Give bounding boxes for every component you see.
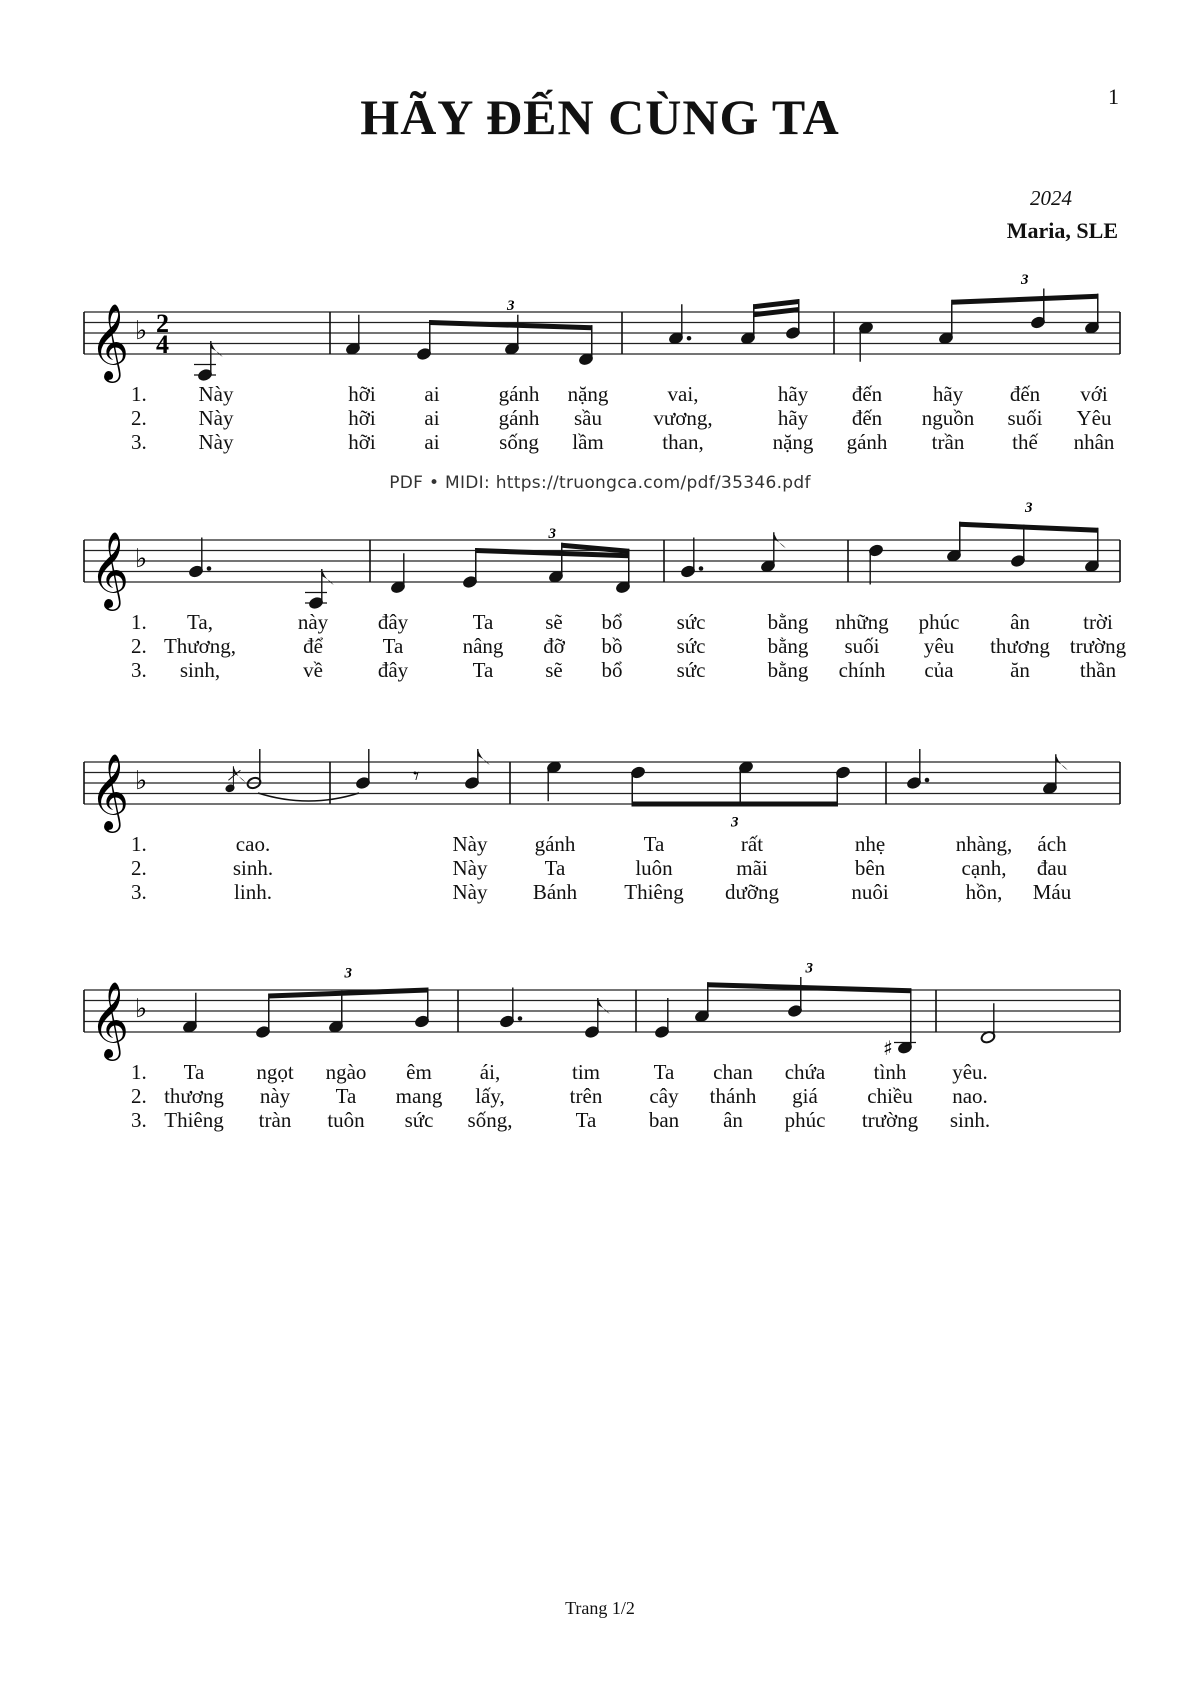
lyric-syllable: Thương, xyxy=(163,634,237,658)
lyric-syllable: tim xyxy=(571,1060,601,1084)
lyric-syllable: Ta xyxy=(472,658,494,682)
lyric-syllable: trên xyxy=(569,1084,603,1108)
lyric-syllable: Này xyxy=(198,430,234,454)
lyric-syllable: sống, xyxy=(467,1108,513,1132)
lyric-syllable: gánh xyxy=(534,832,576,856)
lyric-syllable: nâng xyxy=(462,634,504,658)
lyric-syllable: bổ xyxy=(601,610,623,634)
lyric-syllable: than, xyxy=(662,430,704,454)
page-footer: Trang 1/2 xyxy=(565,1598,635,1618)
lyric-syllable: để xyxy=(303,634,323,658)
tuplet-number: 3 xyxy=(805,960,814,977)
verse-number: 1. xyxy=(131,832,147,856)
lyric-syllable: đau xyxy=(1036,856,1068,880)
song-title: HÃY ĐẾN CÙNG TA xyxy=(360,89,840,145)
sharp-sign-icon: ♯ xyxy=(883,1035,893,1060)
lyric-syllable: tràn xyxy=(258,1108,292,1132)
staff-3 xyxy=(0,720,1200,880)
lyric-syllable: đỡ xyxy=(543,634,565,658)
lyric-syllable: nặng xyxy=(567,382,609,406)
lyric-syllable: nao. xyxy=(952,1084,988,1108)
lyric-syllable: đây xyxy=(377,658,409,682)
lyric-syllable: Này xyxy=(452,832,488,856)
lyric-syllable: hồn, xyxy=(965,880,1003,904)
lyric-syllable: yêu. xyxy=(952,1060,988,1084)
augmentation-dot xyxy=(699,566,704,571)
beam xyxy=(952,294,1098,305)
page-number: 1 xyxy=(1108,84,1119,109)
lyric-syllable: mang xyxy=(395,1084,443,1108)
lyric-syllable: chan xyxy=(713,1060,753,1084)
eighth-rest-icon: 𝄾 xyxy=(413,761,420,790)
lyric-syllable: bằng xyxy=(767,634,809,658)
augmentation-dot xyxy=(518,1016,523,1021)
lyric-syllable: Ta xyxy=(472,610,494,634)
lyric-syllable: bổ xyxy=(601,658,623,682)
beam xyxy=(960,522,1098,533)
lyric-syllable: tình xyxy=(873,1060,907,1084)
lyric-syllable: sức xyxy=(676,610,706,634)
lyric-syllable: ách xyxy=(1037,832,1067,856)
tuplet-number: 3 xyxy=(548,526,557,542)
beam xyxy=(632,802,837,807)
lyric-syllable: trường xyxy=(1069,634,1127,658)
flat-sign-icon: ♭ xyxy=(135,316,148,346)
lyric-syllable: vai, xyxy=(667,382,699,406)
lyric-syllable: chiều xyxy=(867,1084,913,1108)
beam xyxy=(430,320,592,330)
tuplet-number: 3 xyxy=(344,965,353,982)
lyric-syllable: gánh xyxy=(498,382,540,406)
lyric-syllable: sầu xyxy=(574,406,602,430)
lyric-syllable: sẽ xyxy=(545,658,563,682)
lyric-syllable: êm xyxy=(406,1060,432,1084)
lyric-syllable: ăn xyxy=(1010,658,1030,682)
lyric-syllable: nhân xyxy=(1073,430,1115,454)
lyric-syllable: Ta xyxy=(653,1060,675,1084)
flat-sign-icon: ♭ xyxy=(135,766,148,796)
lyric-syllable: của xyxy=(924,658,954,682)
lyric-syllable: trường xyxy=(861,1108,919,1132)
time-signature-bottom: 4 xyxy=(156,330,169,359)
lyric-syllable: trời xyxy=(1083,610,1113,634)
verse-number: 2. xyxy=(131,856,147,880)
lyric-syllable: yêu xyxy=(923,634,955,658)
time-signature-top: 2 xyxy=(156,309,169,338)
lyric-syllable: trần xyxy=(931,430,965,454)
lyric-syllable: rất xyxy=(740,832,764,856)
lyric-syllable: hỡi xyxy=(348,406,376,430)
lyric-syllable: đến xyxy=(851,406,883,430)
lyric-syllable: này xyxy=(259,1084,291,1108)
verse-number: 3. xyxy=(131,880,147,904)
lyric-syllable: giá xyxy=(792,1084,818,1108)
verse-number: 3. xyxy=(131,430,147,454)
lyric-syllable: sống xyxy=(499,430,539,454)
treble-clef-icon: 𝄞 xyxy=(90,531,130,608)
lyric-syllable: nặng xyxy=(772,430,814,454)
lyric-syllable: bên xyxy=(854,856,886,880)
beam xyxy=(754,299,799,309)
beam xyxy=(754,307,799,317)
lyric-syllable: lấy, xyxy=(475,1084,505,1108)
lyric-syllable: cao. xyxy=(235,832,271,856)
composition-year: 2024 xyxy=(1030,186,1072,210)
lyric-syllable: ban xyxy=(648,1108,680,1132)
verse-number: 3. xyxy=(131,658,147,682)
lyric-syllable: Ta xyxy=(335,1084,357,1108)
lyric-syllable: luôn xyxy=(635,856,673,880)
flat-sign-icon: ♭ xyxy=(135,544,148,574)
lyric-syllable: Ta xyxy=(643,832,665,856)
lyric-syllable: Ta xyxy=(575,1108,597,1132)
lyric-syllable: tuôn xyxy=(327,1108,365,1132)
lyric-syllable: gánh xyxy=(846,430,888,454)
lyric-syllable: hãy xyxy=(777,406,809,430)
lyric-syllable: suối xyxy=(1007,406,1043,430)
tuplet-number: 3 xyxy=(507,298,515,314)
lyric-syllable: nhàng, xyxy=(955,832,1013,856)
lyric-syllable: sinh, xyxy=(179,658,221,682)
treble-clef-icon: 𝄞 xyxy=(90,753,130,830)
lyric-syllable: với xyxy=(1080,382,1108,406)
verse-number: 2. xyxy=(131,1084,147,1108)
tie xyxy=(258,793,359,801)
lyric-syllable: thần xyxy=(1079,658,1117,682)
lyric-syllable: linh. xyxy=(234,880,272,904)
lyric-syllable: vương, xyxy=(653,406,713,430)
tuplet-number: 3 xyxy=(730,814,739,831)
lyric-syllable: sinh. xyxy=(232,856,274,880)
lyric-syllable: ai xyxy=(424,430,440,454)
lyric-syllable: phúc xyxy=(784,1108,826,1132)
lyric-syllable: phúc xyxy=(918,610,960,634)
lyric-syllable: hãy xyxy=(932,382,964,406)
lyric-syllable: đến xyxy=(1009,382,1041,406)
lyric-syllable: hỡi xyxy=(348,430,376,454)
lyric-syllable: cây xyxy=(649,1084,679,1108)
augmentation-dot xyxy=(207,566,212,571)
lyric-syllable: Ta, xyxy=(187,610,213,634)
verse-number: 1. xyxy=(131,382,147,406)
lyric-syllable: những xyxy=(835,610,889,634)
lyric-syllable: ân xyxy=(723,1108,743,1132)
lyric-syllable: nuôi xyxy=(851,880,889,904)
lyric-syllable: Thiêng xyxy=(624,880,684,904)
lyric-syllable: thương xyxy=(990,634,1050,658)
lyric-syllable: sẽ xyxy=(545,610,563,634)
lyric-syllable: ngào xyxy=(325,1060,367,1084)
lyric-syllable: Này xyxy=(452,880,488,904)
lyric-syllable: hỡi xyxy=(348,382,376,406)
lyric-syllable: ân xyxy=(1010,610,1030,634)
lyric-syllable: Ta xyxy=(544,856,566,880)
treble-clef-icon: 𝄞 xyxy=(90,981,130,1058)
augmentation-dot xyxy=(687,336,692,341)
lyric-syllable: nguồn xyxy=(921,406,975,430)
lyric-syllable: này xyxy=(297,610,329,634)
lyric-syllable: thương xyxy=(164,1084,224,1108)
lyric-syllable: sinh. xyxy=(949,1108,991,1132)
lyric-syllable: ngọt xyxy=(256,1060,294,1084)
lyric-syllable: bằng xyxy=(767,658,809,682)
lyric-syllable: gánh xyxy=(498,406,540,430)
lyric-syllable: Bánh xyxy=(532,880,578,904)
lyric-syllable: Yêu xyxy=(1076,406,1112,430)
lyric-syllable: sức xyxy=(404,1108,434,1132)
tuplet-number: 3 xyxy=(1025,499,1033,516)
lyric-syllable: Thiêng xyxy=(164,1108,224,1132)
beam xyxy=(708,982,911,993)
tuplet-number: 3 xyxy=(1021,271,1029,288)
lyric-syllable: chứa xyxy=(784,1060,826,1084)
verse-number: 1. xyxy=(131,1060,147,1084)
lyric-syllable: mãi xyxy=(736,856,768,880)
lyric-syllable: cạnh, xyxy=(961,856,1007,880)
music-system-1 xyxy=(0,270,1200,490)
lyric-syllable: bồ xyxy=(601,634,623,658)
verse-number: 2. xyxy=(131,406,147,430)
lyric-syllable: đây xyxy=(377,610,409,634)
lyric-syllable: sức xyxy=(676,658,706,682)
lyric-syllable: thế xyxy=(1012,430,1038,454)
lyric-syllable: Này xyxy=(198,382,234,406)
lyric-syllable: Này xyxy=(452,856,488,880)
beam xyxy=(269,988,428,999)
flat-sign-icon: ♭ xyxy=(135,994,148,1024)
lyric-syllable: Này xyxy=(198,406,234,430)
music-system-3 xyxy=(0,720,1200,940)
lyric-syllable: thánh xyxy=(709,1084,757,1108)
lyric-syllable: về xyxy=(303,658,323,682)
lyric-syllable: Ta xyxy=(183,1060,205,1084)
verse-number: 1. xyxy=(131,610,147,634)
music-system-4 xyxy=(0,948,1200,1168)
lyric-syllable: ai xyxy=(424,382,440,406)
lyric-syllable: hãy xyxy=(777,382,809,406)
lyric-syllable: sức xyxy=(676,634,706,658)
lyric-syllable: lầm xyxy=(572,430,604,454)
lyric-syllable: Ta xyxy=(382,634,404,658)
lyric-syllable: đến xyxy=(851,382,883,406)
treble-clef-icon: 𝄞 xyxy=(90,303,130,380)
lyric-syllable: dưỡng xyxy=(725,880,779,904)
lyric-syllable: suối xyxy=(844,634,880,658)
verse-number: 2. xyxy=(131,634,147,658)
lyric-syllable: bằng xyxy=(767,610,809,634)
composer-name: Maria, SLE xyxy=(1006,218,1118,243)
lyric-syllable: Máu xyxy=(1032,880,1072,904)
augmentation-dot xyxy=(925,778,930,783)
lyric-syllable: ai xyxy=(424,406,440,430)
verse-number: 3. xyxy=(131,1108,147,1132)
pdf-midi-link[interactable]: PDF • MIDI: https://truongca.com/pdf/35346.pdf xyxy=(389,473,811,493)
lyric-syllable: nhẹ xyxy=(854,832,886,856)
lyric-syllable: ái, xyxy=(479,1060,501,1084)
music-system-2 xyxy=(0,498,1200,718)
lyric-syllable: chính xyxy=(838,658,886,682)
